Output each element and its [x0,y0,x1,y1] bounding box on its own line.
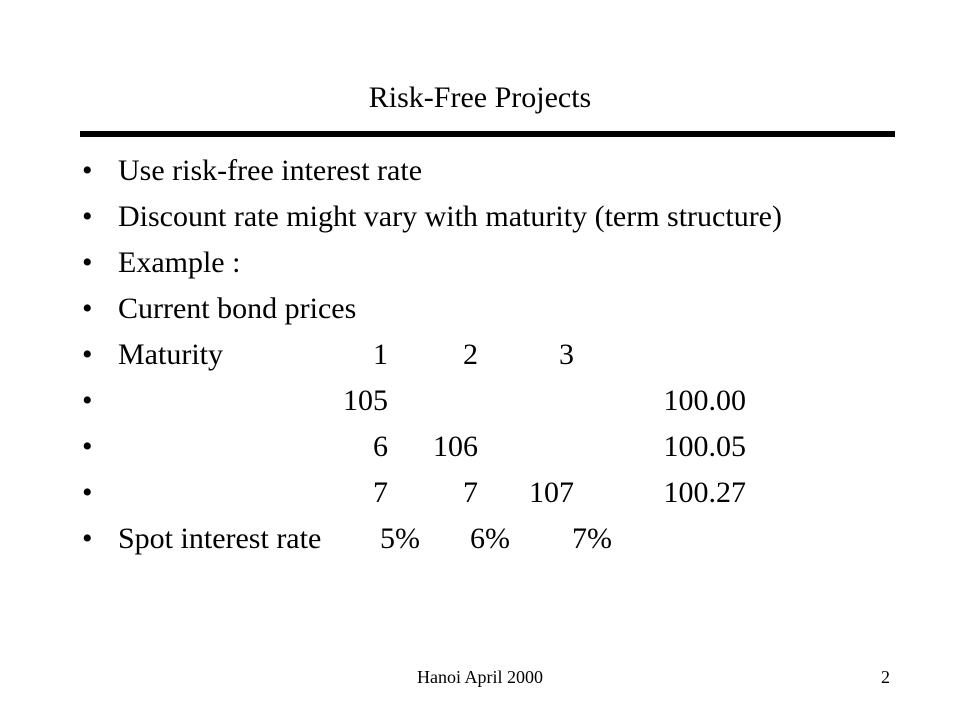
bond-row [0,470,960,516]
bullet-marker: • [82,292,93,325]
bond-cf1: 6 [373,430,388,463]
bullet-row [0,148,960,194]
bullet-text: Example : [118,246,241,279]
bullet-text: Discount rate might vary with maturity (term structure) [118,200,782,233]
bond-price: 100.27 [663,476,746,509]
bond-cf2: 7 [463,476,478,509]
bullet-marker: • [82,430,93,463]
bullet-marker: • [82,154,93,187]
bond-cf1: 105 [343,384,388,417]
maturity-1: 1 [373,338,388,371]
page-number: 2 [881,667,890,687]
maturity-header-row [0,332,960,378]
spot-rate-label: Spot interest rate [118,522,322,555]
bullet-row [0,240,960,286]
bond-price: 100.00 [663,384,746,417]
bullet-marker: • [82,476,93,509]
bullet-marker: • [82,522,93,555]
bond-cf2: 106 [433,430,478,463]
bullet-marker: • [82,246,93,279]
bullet-text: Current bond prices [118,292,357,325]
bullet-marker: • [82,384,93,417]
maturity-label: Maturity [118,338,223,371]
bullet-text: Use risk-free interest rate [118,154,423,187]
spot-rate-1: 5% [380,522,420,555]
spot-rate-3: 7% [572,522,612,555]
bullet-row [0,194,960,240]
bond-row [0,378,960,424]
bond-cf1: 7 [373,476,388,509]
bond-price: 100.05 [663,430,746,463]
spot-rate-row [0,516,960,562]
footer-text: Hanoi April 2000 [417,667,543,687]
bond-row [0,424,960,470]
maturity-3: 3 [559,338,574,371]
bullet-marker: • [82,338,93,371]
slide-title: Risk-Free Projects [368,81,592,114]
maturity-2: 2 [463,338,478,371]
spot-rate-2: 6% [470,522,510,555]
bond-cf3: 107 [529,476,574,509]
bullet-row [0,286,960,332]
bullet-marker: • [82,200,93,233]
title-divider [80,131,895,137]
